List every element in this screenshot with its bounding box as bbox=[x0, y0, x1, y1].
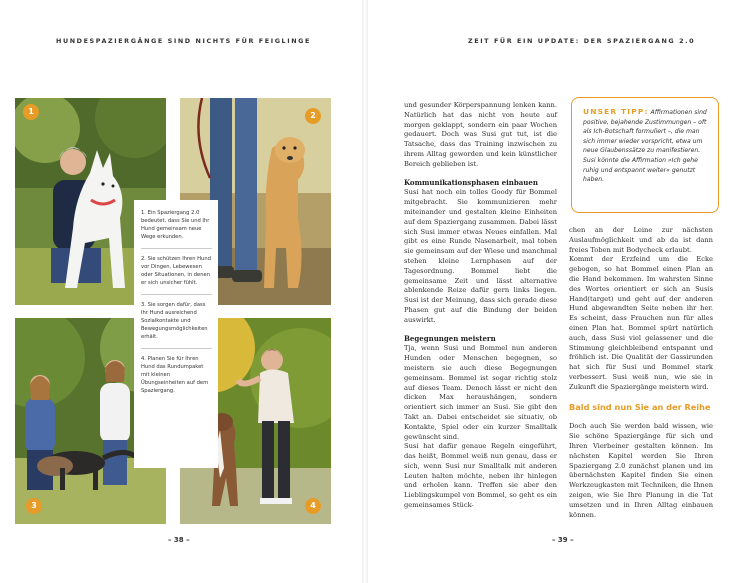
caption-1: 1. Ein Spaziergang 2.0 bedeutet, dass Sie und Ihr Hund gemeinsam neue Wege erkunden. bbox=[141, 209, 212, 249]
heading-begegnungen: Begegnungen meistern bbox=[404, 333, 496, 343]
column1-paragraph-1: Susi hat noch ein tolles Goody für Bommel mitgebracht. Sie kommunizieren mehr miteinander und gestalten kleine Einheiten auf dem Spaziergang zusammen. Dabei lässt sich Susi immer etwas Neues einfallen. Mal gibt es eine Runde Nasenarbeit, mal toben sie gemeinsam auf der Wiese und manchmal stehen kleine Lernphasen auf der Tagesordnung. Bommel liebt die gemeinsame Zeit und lässt alternative ablenkende Reize dafür gern links liegen. Susi ist der Meinung, dass sich gerade diese Phasen gut auf die Bindung der beiden auswirkt. bbox=[404, 188, 557, 324]
page-gutter bbox=[362, 0, 368, 583]
photo-number-badge-3: 3 bbox=[26, 498, 42, 514]
text-column-1 bbox=[404, 101, 557, 511]
column1-intro: und gesunder Körperspannung lenken kann. Natürlich hat das nicht von heute auf morgen geklappt, sondern ein paar Wochen gedauert. Doch was Susi gut tut, ist die Tatsache, dass das Training inzwischen zu ihrem Alltag geworden und kein künstlicher Bereich geblieben ist. bbox=[404, 101, 557, 168]
photo-number-badge-2: 2 bbox=[305, 108, 321, 124]
page-number-left: – 38 – bbox=[168, 536, 190, 544]
caption-3: 3. Sie sorgen dafür, dass Ihr Hund ausreichend Sozialkontakte und Bewegungsmöglichkeiten erhält. bbox=[141, 301, 212, 349]
subheading-bald-sind-sie-dran: Bald sind nun Sie an der Reihe bbox=[569, 401, 711, 412]
tip-text: Affirmationen sind positive, bejahende Zustimmungen – oft als Ich-Botschaft formuliert –, die man sich immer wieder vorspricht, etwa um neue Glaubenssätze zu manifestieren. Susi könnte die Affirmation »Ich gehe ruhig und entspannt weiter« genutzt haben. bbox=[583, 109, 707, 184]
photo-captions-box bbox=[134, 200, 218, 468]
column1-paragraph-2: Tja, wenn Susi und Bommel nun anderen Hunden oder Menschen begegnen, so meistern sie auch diese Begegnungen gemeinsam. Bommel ist sogar richtig stolz auf dieses Team. Denoch lässt er nicht den dicken Max heraushängen, sondern orientiert sich immer an Susi. Sie gibt den Takt an. Dabei entscheidet sie situativ, ob Kontakte, Spiel oder ein kurzer Smalltalk gewünscht sind. bbox=[404, 344, 557, 441]
column2-paragraph-1: chen an der Leine zur nächsten Auslaufmöglichkeit und ab da ist dann freies Toben mit Bodycheck erlaubt. bbox=[569, 226, 713, 254]
tip-box bbox=[571, 97, 719, 213]
photo-number-badge-1: 1 bbox=[23, 104, 39, 120]
running-head-right: ZEIT FÜR EIN UPDATE: DER SPAZIERGANG 2.0 bbox=[468, 37, 696, 45]
column2-paragraph-3: Doch auch Sie werden bald wissen, wie Sie schöne Spaziergänge für sich und Ihren Vierbeiner gestalten können. Im nächsten Kapitel werden Sie Ihren Spaziergang 2.0 zunächst planen und im übernächsten Kapitel finden Sie einen Werkzeugkasten mit Techniken, die Ihnen zeigen, wie Sie Ihre Planung in die Tat umsetzen und in Ihren Alltag einbauen können. bbox=[569, 422, 713, 519]
caption-4: 4. Planen Sie für Ihren Hund das Rundumpaket mit kleinen Übungseinheiten auf dem Spaziergang. bbox=[141, 356, 209, 394]
caption-2: 2. Sie schützen Ihren Hund vor Dingen, Lebewesen oder Situationen, in denen er sich unsicher fühlt. bbox=[141, 255, 212, 295]
page-number-right: – 39 – bbox=[552, 536, 574, 544]
text-column-2 bbox=[569, 226, 713, 520]
heading-kommunikationsphasen: Kommunikationsphasen einbauen bbox=[404, 177, 538, 187]
tip-title: UNSER TIPP: bbox=[583, 107, 649, 116]
photo-number-badge-4: 4 bbox=[305, 498, 321, 514]
column2-paragraph-2: Kommt der Erzfeind um die Ecke gebogen, so hat Bommel einen Plan an die Hand bekommen. Im wahrsten Sinne des Wortes orientiert er sich an Susis Hand(target) und geht auf der anderen Hund abgewandten Seite neben ihr her. Es scheint, dass Frauchen nun für alles einen Plan hat. Bommel spürt natürlich auch, dass Susi viel gelassener und die Stimmung gleichbleibend entspannt und fröhlich ist. Die Qualität der Gassirunden hat sich für Susi und Bommel stark verbessert. Susi weiß nun, wie sie in Zukunft die Spaziergänge meistern wird. bbox=[569, 255, 713, 391]
running-head-left: HUNDESPAZIERGÄNGE SIND NICHTS FÜR FEIGLINGE bbox=[56, 37, 311, 45]
column1-paragraph-3: Susi hat dafür genaue Regeln eingeführt, das heißt, Bommel weiß nun genau, dass er sich, wenn Susi nur Smalltalk mit anderen Leuten halten möchte, neben ihr hinlegen und erholen kann. Treffen sie aber den Lieblingskumpel von Bommel, so geht es ein gemeinsames Stück- bbox=[404, 442, 557, 510]
